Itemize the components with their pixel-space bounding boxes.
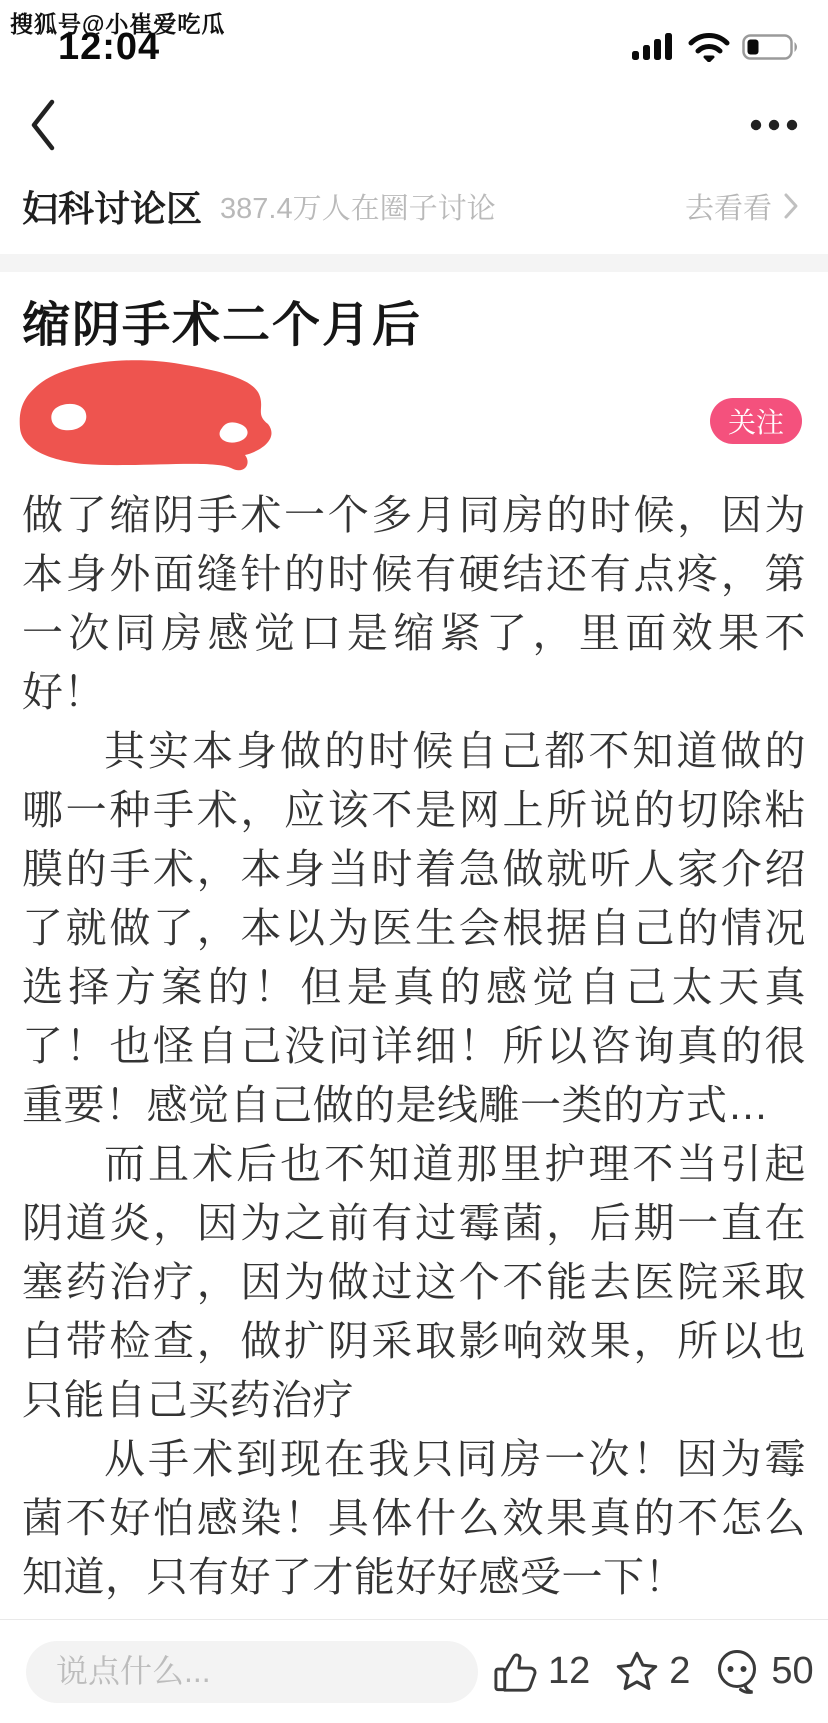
circle-bar[interactable] bbox=[0, 178, 828, 234]
comment-input[interactable] bbox=[26, 1641, 478, 1703]
back-icon[interactable] bbox=[30, 99, 56, 151]
redaction-scribble bbox=[12, 354, 292, 478]
comment-count: 50 bbox=[771, 1650, 814, 1692]
comment-icon bbox=[714, 1648, 762, 1696]
post-article bbox=[0, 296, 828, 1614]
circle-go-label: 去看看 bbox=[684, 192, 772, 225]
like-count: 12 bbox=[548, 1650, 591, 1692]
signal-strength-icon bbox=[632, 32, 676, 62]
more-options-icon[interactable] bbox=[750, 118, 798, 132]
like-icon bbox=[492, 1648, 539, 1696]
nav-bar bbox=[0, 94, 828, 156]
status-icons bbox=[632, 32, 800, 62]
chevron-right-icon bbox=[782, 192, 800, 220]
post-title: 缩阴手术二个月后 bbox=[22, 299, 423, 352]
post-paragraph bbox=[22, 1607, 806, 1614]
post-paragraph: 做了缩阴手术一个多月同房的时候，因为本身外面缝针的时候有硬结还有点疼，第一次同房感觉口是缩紧了，里面效果不好！ bbox=[22, 492, 806, 715]
post-body bbox=[22, 486, 806, 1614]
post-paragraph: 从手术到现在我只同房一次！因为霉菌不好怕感染！具体什么效果真的不怎么知道，只有好了才能好好感受一下！ bbox=[22, 1436, 806, 1600]
section-divider bbox=[0, 254, 828, 272]
post-actions bbox=[492, 1648, 814, 1696]
bottom-action-bar bbox=[0, 1619, 828, 1723]
circle-name: 妇科讨论区 bbox=[22, 187, 203, 229]
post-paragraph: 其实本身做的时候自己都不知道做的哪一种手术，应该不是网上所说的切除粘膜的手术，本身当时着急做就听人家介绍了就做了，本以为医生会根据自己的情况选择方案的！但是真的感觉自己太天真了！也怪自己没问详细！所以咨询真的很重要！感觉自己做的是线雕一类的方式… bbox=[22, 728, 806, 1128]
like-action[interactable] bbox=[492, 1648, 590, 1696]
battery-icon bbox=[742, 32, 800, 62]
circle-members-count: 387.4万人在圈子讨论 bbox=[220, 192, 496, 225]
star-icon bbox=[614, 1649, 660, 1695]
follow-button[interactable]: 关注 bbox=[710, 398, 802, 444]
author-row bbox=[22, 360, 806, 478]
favorite-action[interactable] bbox=[614, 1649, 690, 1695]
favorite-count: 2 bbox=[669, 1650, 691, 1692]
post-paragraph: 而且术后也不知道那里护理不当引起阴道炎，因为之前有过霉菌，后期一直在塞药治疗，因为做过这个不能去医院采取白带检查，做扩阴采取影响效果，所以也只能自己买药治疗 bbox=[22, 1141, 806, 1423]
status-time: 12:04 bbox=[58, 25, 161, 68]
comment-action[interactable] bbox=[714, 1648, 813, 1696]
circle-go-link[interactable] bbox=[685, 186, 800, 227]
wifi-icon bbox=[688, 32, 730, 62]
watermark-text: 搜狐号@小崔爱吃瓜 bbox=[10, 11, 226, 37]
